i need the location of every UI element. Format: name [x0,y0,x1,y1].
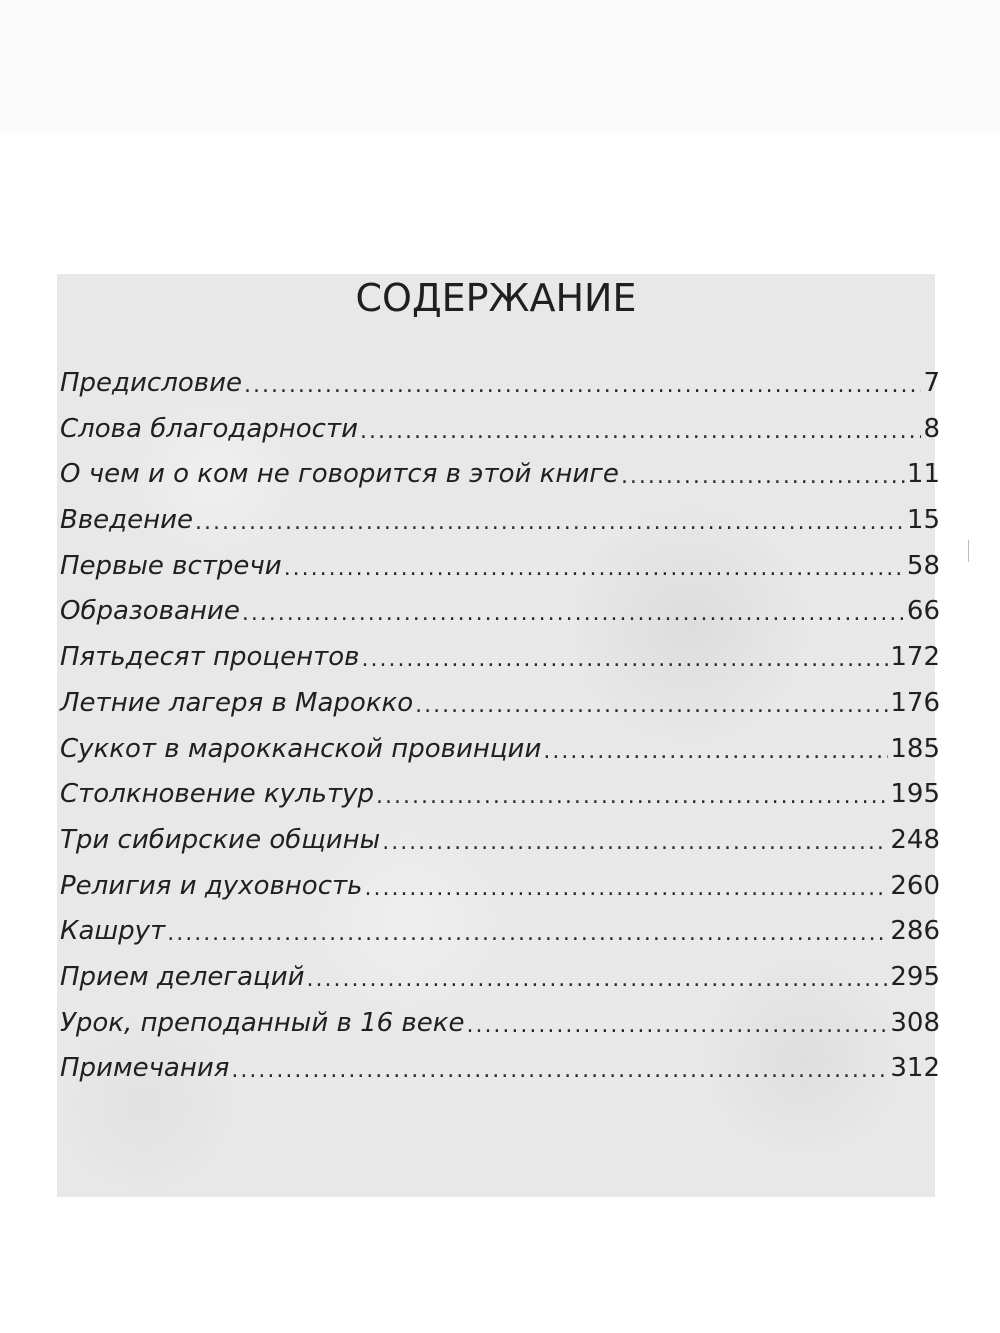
toc-dot-leader [244,369,921,397]
toc-dot-leader [360,415,921,443]
toc-entry-page: 248 [890,824,940,855]
toc-entry [60,642,940,688]
toc-dot-leader [307,963,889,991]
toc-entry-page: 295 [890,961,940,992]
toc-entry [60,551,940,597]
toc-entry-label: Примечания [60,1053,230,1084]
toc-entry-page: 195 [890,779,940,810]
toc-entry-page: 185 [890,733,940,764]
toc-entry-page: 312 [890,1053,940,1084]
toc-entry-label: Предисловие [60,368,242,398]
toc-dot-leader [621,460,905,488]
toc-dot-leader [543,735,888,763]
toc-entry-label: Три сибирские общины [60,824,381,855]
toc-entry-label: Столкновение культур [60,779,374,810]
toc-entry-page: 260 [890,870,940,901]
page-top-margin [0,0,1000,135]
toc-entry [60,596,940,642]
toc-entry [60,825,940,871]
toc-entry-label: Слова благодарности [60,413,359,444]
toc-entry-label: Урок, преподанный в 16 веке [60,1007,465,1038]
table-of-contents-panel [57,274,940,1197]
toc-title: СОДЕРЖАНИЕ [355,276,637,320]
toc-entry-page: 66 [906,596,940,627]
toc-dot-leader [361,643,888,671]
toc-entry-label: Первые встречи [60,550,282,581]
toc-entry [60,368,940,414]
toc-dot-leader [284,552,905,580]
toc-entry-page: 308 [890,1007,940,1038]
scan-artifact-mark [968,540,969,562]
toc-dot-leader [376,780,888,808]
toc-entry-page: 176 [890,687,940,718]
toc-entry-label: Суккот в марокканской провинции [60,733,542,764]
toc-entry-page: 286 [890,916,940,947]
toc-entry-label: О чем и о ком не говорится в этой книге [60,459,619,490]
toc-entry [60,1053,940,1099]
toc-entry-label: Религия и духовность [60,870,363,901]
toc-entry-page: 7 [923,368,940,398]
toc-dot-leader [195,506,905,534]
toc-dot-leader [167,917,888,945]
toc-entry-label: Образование [60,596,240,627]
toc-entry-page: 8 [923,413,940,444]
toc-entry-label: Введение [60,505,194,536]
toc-entry [60,962,940,1008]
toc-list [60,368,940,1099]
toc-entry-page: 58 [906,550,940,581]
toc-entry [60,414,940,460]
toc-entry-label: Прием делегаций [60,961,305,992]
toc-entry [60,779,940,825]
toc-entry [60,505,940,551]
toc-entry-page: 172 [890,642,940,673]
toc-dot-leader [382,826,888,854]
toc-entry-page: 15 [906,505,940,536]
toc-dot-leader [466,1009,888,1037]
toc-entry [60,1008,940,1054]
toc-entry [60,459,940,505]
toc-dot-leader [415,689,888,717]
toc-entry [60,871,940,917]
toc-entry [60,916,940,962]
toc-entry-label: Летние лагеря в Марокко [60,687,414,718]
toc-entry [60,688,940,734]
toc-entry-label: Пятьдесят процентов [60,642,360,673]
toc-dot-leader [231,1054,888,1082]
toc-entry [60,734,940,780]
toc-dot-leader [364,872,888,900]
toc-entry-page: 11 [906,459,940,490]
toc-entry-label: Кашрут [60,916,166,947]
toc-dot-leader [242,597,905,625]
